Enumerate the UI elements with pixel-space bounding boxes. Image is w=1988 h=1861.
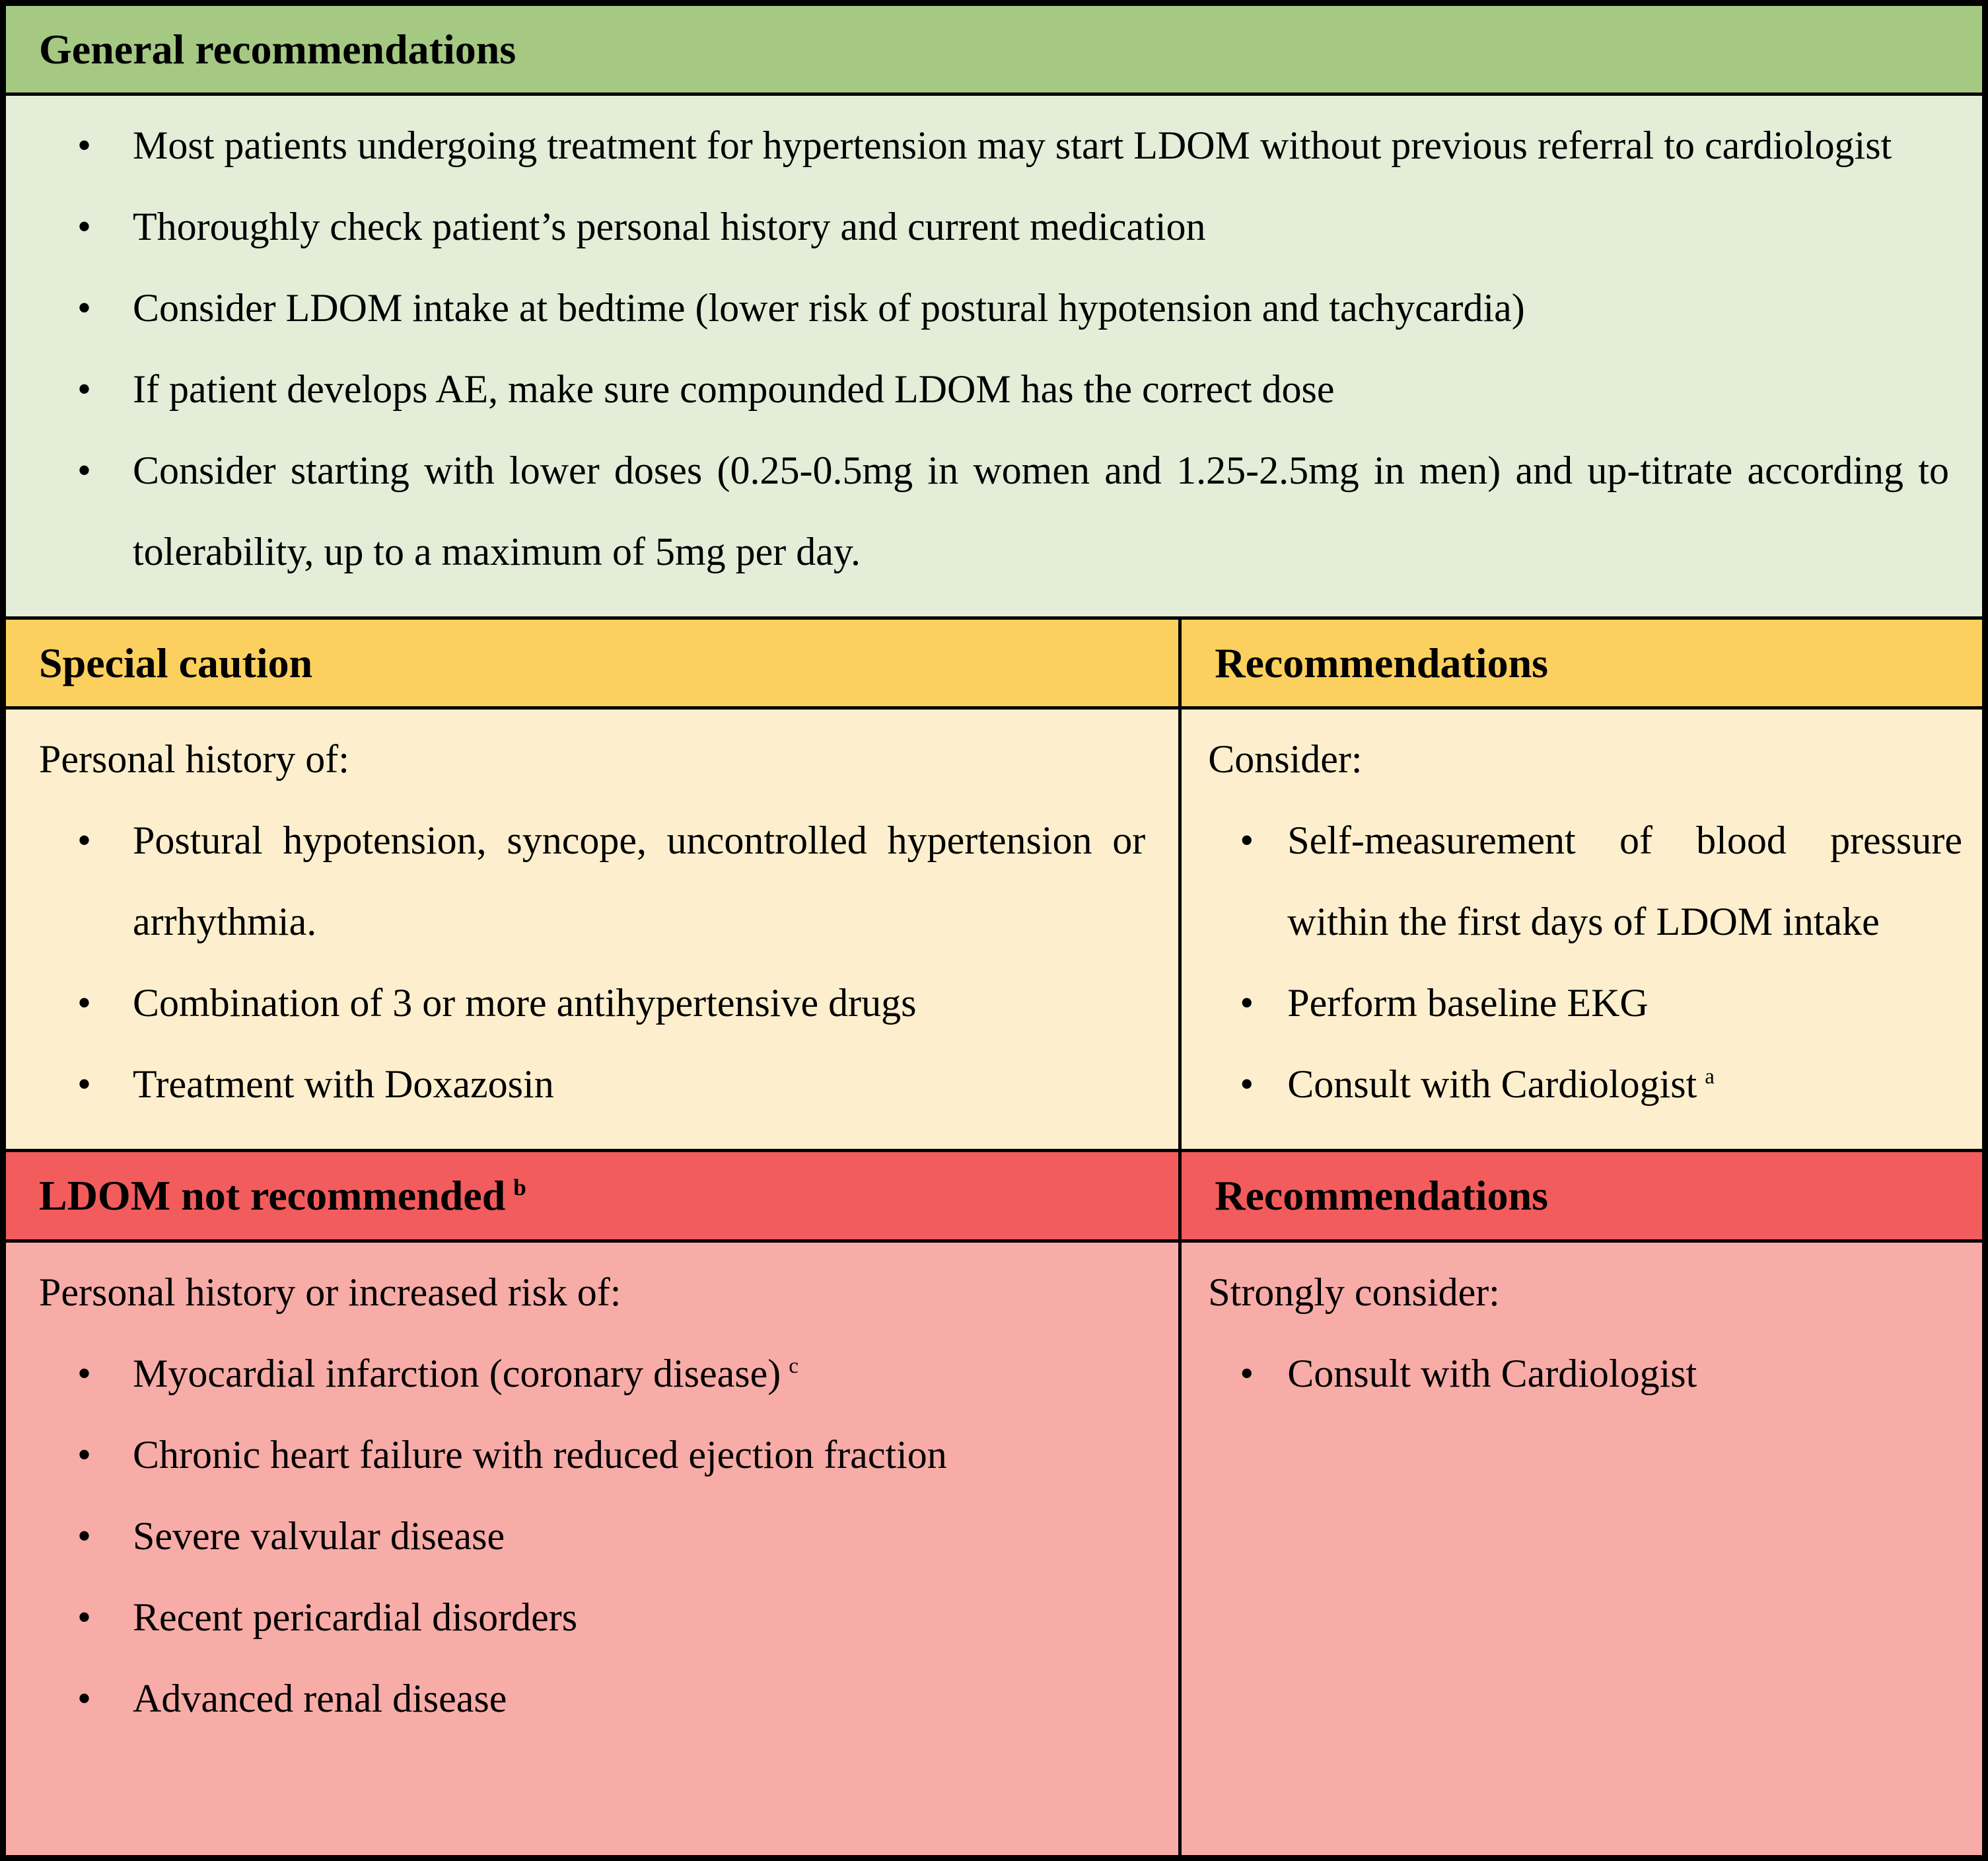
bullet-marker: •: [77, 1062, 92, 1107]
bullet-marker: •: [77, 367, 92, 412]
bullet-marker: •: [77, 205, 92, 249]
list-item-text: Consult with Cardiologist: [1287, 1351, 1697, 1395]
bullet-marker: •: [1240, 1351, 1254, 1395]
special-caution-recommendations-intro: Consider:: [1208, 737, 1363, 782]
list-item: [39, 1577, 1145, 1658]
list-item: [39, 430, 1949, 593]
list-item: [39, 1658, 1145, 1739]
bullet-marker: •: [77, 981, 92, 1025]
list-item: [39, 1414, 1145, 1496]
special-caution-header-row: [6, 620, 1982, 710]
section-general: [6, 6, 1982, 616]
superscript-note: a: [1705, 1065, 1715, 1089]
list-item-text: Recent pericardial disorders: [133, 1595, 578, 1639]
not-recommended-intro: Personal history or increased risk of:: [39, 1270, 621, 1314]
bullet-marker: •: [77, 1514, 92, 1558]
list-item-text: Treatment with Doxazosin: [133, 1062, 554, 1107]
list-item-text: Postural hypotension, syncope, uncontrolled hypertension or arrhythmia.: [133, 819, 1146, 944]
special-caution-list: [39, 800, 1145, 1125]
list-item-text: Most patients undergoing treatment for hypertension may start LDOM without previous referral to cardiologist: [133, 124, 1892, 168]
general-list: [39, 105, 1949, 593]
not-recommended-left-cell: [6, 1243, 1182, 1855]
list-item-text: Advanced renal disease: [133, 1676, 507, 1720]
bullet-marker: •: [77, 449, 92, 493]
list-item: [1208, 963, 1962, 1044]
not-recommended-recommendations-list: [1208, 1333, 1962, 1414]
bullet-marker: •: [1240, 981, 1254, 1025]
list-item: [39, 268, 1949, 349]
superscript-note: b: [513, 1175, 526, 1201]
general-header-title: General recommendations: [39, 26, 516, 73]
not-recommended-recommendations-intro: Strongly consider:: [1208, 1270, 1500, 1314]
general-header-row: [6, 6, 1982, 96]
section-special-caution: [6, 616, 1982, 1149]
bullet-marker: •: [77, 819, 92, 863]
bullet-marker: •: [77, 1351, 92, 1395]
general-cell: [6, 96, 1982, 616]
not-recommended-right-cell: [1182, 1243, 1982, 1855]
not-recommended-list: [39, 1333, 1145, 1739]
list-item-text: Severe valvular disease: [133, 1514, 505, 1558]
bullet-marker: •: [77, 1676, 92, 1720]
bullet-marker: •: [1240, 819, 1254, 863]
list-item-text: Consider starting with lower doses (0.25-0.5mg in women and 1.25-2.5mg in men) and up-titrate according to tolerability, up to a maximum of 5mg per day.: [133, 449, 1949, 574]
section-not-recommended: [6, 1149, 1982, 1855]
list-item-text: Perform baseline EKG: [1287, 981, 1649, 1025]
superscript-note: c: [789, 1354, 799, 1378]
bullet-marker: •: [77, 1432, 92, 1477]
not-recommended-header-text: LDOM not recommended: [39, 1172, 506, 1220]
not-recommended-body: [6, 1243, 1982, 1855]
bullet-marker: •: [77, 1595, 92, 1639]
list-item: [39, 963, 1145, 1044]
list-item: [1208, 800, 1962, 963]
list-item: [39, 186, 1949, 268]
list-item-text: Combination of 3 or more antihypertensive drugs: [133, 981, 917, 1025]
not-recommended-recommendations-header: Recommendations: [1215, 1172, 1549, 1220]
list-item: [39, 1333, 1145, 1414]
list-item-text: Consider LDOM intake at bedtime (lower risk of postural hypotension and tachycardia): [133, 286, 1525, 330]
special-caution-recommendations-header: Recommendations: [1215, 639, 1549, 687]
list-item: [1208, 1044, 1962, 1125]
special-caution-body: [6, 710, 1982, 1149]
list-item-text: Thoroughly check patient’s personal history and current medication: [133, 205, 1206, 249]
list-item-text: Consult with Cardiologist $^a$: [1287, 1062, 1715, 1107]
special-caution-right-cell: [1182, 710, 1982, 1149]
general-body: [6, 96, 1982, 616]
list-item: [39, 1044, 1145, 1125]
not-recommended-header: [6, 1152, 1182, 1239]
list-item: [39, 349, 1949, 430]
bullet-marker: •: [77, 286, 92, 330]
list-item: [39, 800, 1145, 963]
list-item-text: If patient develops AE, make sure compounded LDOM has the correct dose: [133, 367, 1335, 412]
special-caution-left-cell: [6, 710, 1182, 1149]
special-caution-intro: Personal history of:: [39, 737, 349, 782]
list-item: [1208, 1333, 1962, 1414]
special-caution-header: Special caution: [6, 620, 1182, 706]
bullet-marker: •: [1240, 1062, 1254, 1107]
list-item-text: Chronic heart failure with reduced ejection fraction: [133, 1432, 947, 1477]
not-recommended-header-row: [6, 1152, 1982, 1242]
list-item-text: Myocardial infarction (coronary disease) $^c$: [133, 1351, 799, 1395]
special-caution-recommendations-list: [1208, 800, 1962, 1125]
list-item-text: Self-measurement of blood pressure within the first days of LDOM intake: [1287, 819, 1962, 944]
list-item: [39, 1496, 1145, 1577]
list-item: [39, 105, 1949, 186]
bullet-marker: •: [77, 124, 92, 168]
